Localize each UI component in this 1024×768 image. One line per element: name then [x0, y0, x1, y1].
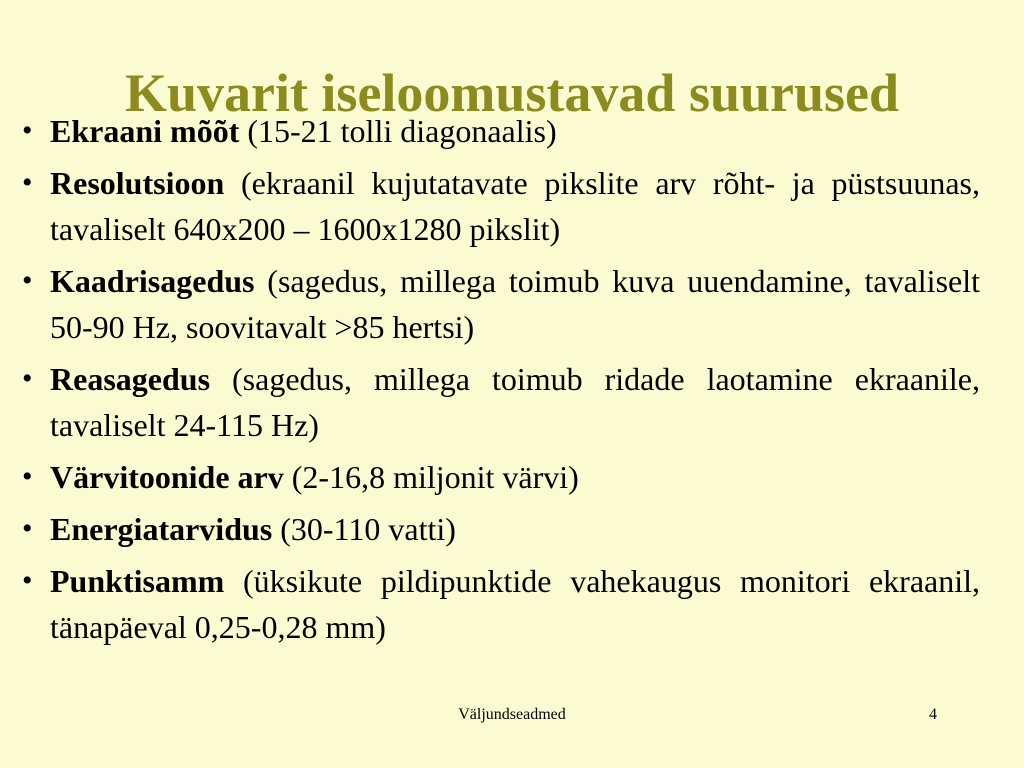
- bullet-icon: •: [22, 264, 33, 297]
- bullet-description: (30-110 vatti): [280, 511, 456, 547]
- bullet-item-color-count: [22, 454, 980, 500]
- bullet-item-dot-pitch: [22, 558, 980, 650]
- footer-title: Väljundseadmed: [458, 706, 566, 723]
- bullet-content: [50, 258, 980, 350]
- bullet-item-screen-size: [22, 108, 980, 154]
- bullet-icon: •: [22, 362, 33, 395]
- page-number: 4: [929, 706, 937, 723]
- bullet-content: [50, 108, 980, 154]
- bullet-description: (üksikute pildipunktide vahekaugus monitori ekraanil, tänapäeval 0,25-0,28 mm): [50, 563, 980, 645]
- bullet-list: [22, 108, 980, 656]
- bullet-item-power-consumption: [22, 506, 980, 552]
- bullet-term: Värvitoonide arv: [50, 459, 284, 495]
- bullet-content: [50, 558, 980, 650]
- bullet-term: Punktisamm: [50, 563, 225, 599]
- bullet-term: Kaadrisagedus: [50, 263, 255, 299]
- bullet-description: (15-21 tolli diagonaalis): [247, 113, 557, 149]
- bullet-content: [50, 506, 980, 552]
- bullet-content: [50, 160, 980, 252]
- bullet-description: (2-16,8 miljonit värvi): [291, 459, 579, 495]
- bullet-term: Reasagedus: [50, 361, 211, 397]
- bullet-item-resolution: [22, 160, 980, 252]
- slide-title: Kuvarit iseloomustavad suurused: [124, 63, 900, 124]
- bullet-term: Resolutsioon: [50, 165, 225, 201]
- bullet-icon: •: [22, 166, 33, 199]
- bullet-content: [50, 454, 980, 500]
- bullet-item-frame-rate: [22, 258, 980, 350]
- bullet-description: (sagedus, millega toimub kuva uuendamine, tavaliselt 50-90 Hz, soovitavalt >85 hertsi): [50, 263, 981, 345]
- bullet-icon: •: [22, 512, 33, 545]
- bullet-description: (sagedus, millega toimub ridade laotamine ekraanile, tavaliselt 24-115 Hz): [50, 361, 980, 443]
- bullet-icon: •: [22, 114, 33, 147]
- bullet-icon: •: [22, 460, 33, 493]
- bullet-content: [50, 356, 980, 448]
- bullet-item-line-rate: [22, 356, 980, 448]
- bullet-icon: •: [22, 564, 33, 597]
- bullet-description: (ekraanil kujutatavate pikslite arv rõht- ja püstsuunas, tavaliselt 640x200 – 1600x1280 pikslit): [50, 165, 981, 247]
- bullet-term: Ekraani mõõt: [50, 113, 240, 149]
- bullet-term: Energiatarvidus: [50, 511, 273, 547]
